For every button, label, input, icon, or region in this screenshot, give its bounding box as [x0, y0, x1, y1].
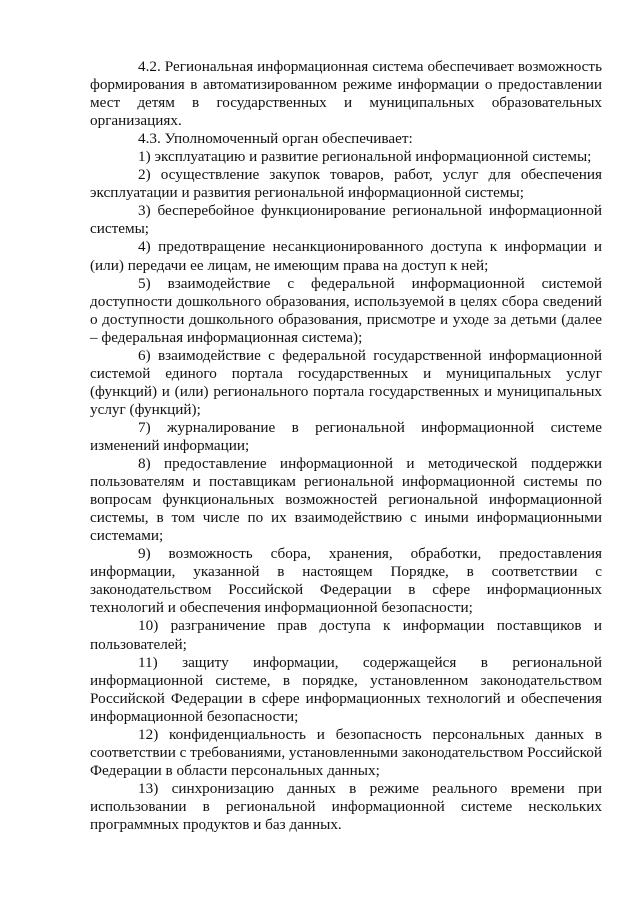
- list-item-6: 6) взаимодействие с федеральной государственной информационной системой единого портала государственных и муниципальных услуг (функций) и (или) регионального портала государственных и муниципальных услуг (функций);: [90, 346, 602, 418]
- paragraph-4-2: 4.2. Региональная информационная система обеспечивает возможность формирования в автоматизированном режиме информации о предоставлении мест детям в государственных и муниципальных образовательных организациях.: [90, 58, 602, 130]
- list-item-2: 2) осуществление закупок товаров, работ, услуг для обеспечения эксплуатации и развития региональной информационной системы;: [90, 166, 602, 202]
- list-item-5: 5) взаимодействие с федеральной информационной системой доступности дошкольного образования, используемой в целях сбора сведений о доступности дошкольного образования, присмотре и уходе за детьми (далее – федеральная информационная система);: [90, 274, 602, 346]
- list-item-8: 8) предоставление информационной и методической поддержки пользователям и поставщикам региональной информационной системы по вопросам функциональных возможностей региональной информационной системы, в том числе по их взаимодействию с иными информационными системами;: [90, 455, 602, 545]
- list-item-4: 4) предотвращение несанкционированного доступа к информации и (или) передачи ее лицам, не имеющим права на доступ к ней;: [90, 238, 602, 274]
- list-item-12: 12) конфиденциальность и безопасность персональных данных в соответствии с требованиями, установленными законодательством Российской Федерации в области персональных данных;: [90, 725, 603, 779]
- list-item-13: 13) синхронизацию данных в режиме реального времени при использовании в региональной информационной системе нескольких программных продуктов и баз данных.: [90, 779, 602, 833]
- paragraph-4-3: 4.3. Уполномоченный орган обеспечивает:: [138, 130, 413, 148]
- list-item-3: 3) бесперебойное функционирование региональной информационной системы;: [90, 202, 602, 238]
- list-item-10: 10) разграничение прав доступа к информации поставщиков и пользователей;: [90, 617, 602, 653]
- list-item-7: 7) журналирование в региональной информационной системе изменений информации;: [90, 418, 602, 454]
- list-item-11: 11) защиту информации, содержащейся в региональной информационной системе, в порядке, установленном законодательством Российской Федерации в сфере информационных технологий и обеспечения информационной безопасности;: [90, 653, 602, 725]
- list-item-9: 9) возможность сбора, хранения, обработки, предоставления информации, указанной в настоящем Порядке, в соответствии с законодательством Российской Федерации в сфере информационных технологий и обеспечения информационной безопасности;: [90, 545, 602, 617]
- list-item-1: 1) эксплуатацию и развитие региональной информационной системы;: [138, 148, 592, 166]
- document-page: [90, 58, 602, 834]
